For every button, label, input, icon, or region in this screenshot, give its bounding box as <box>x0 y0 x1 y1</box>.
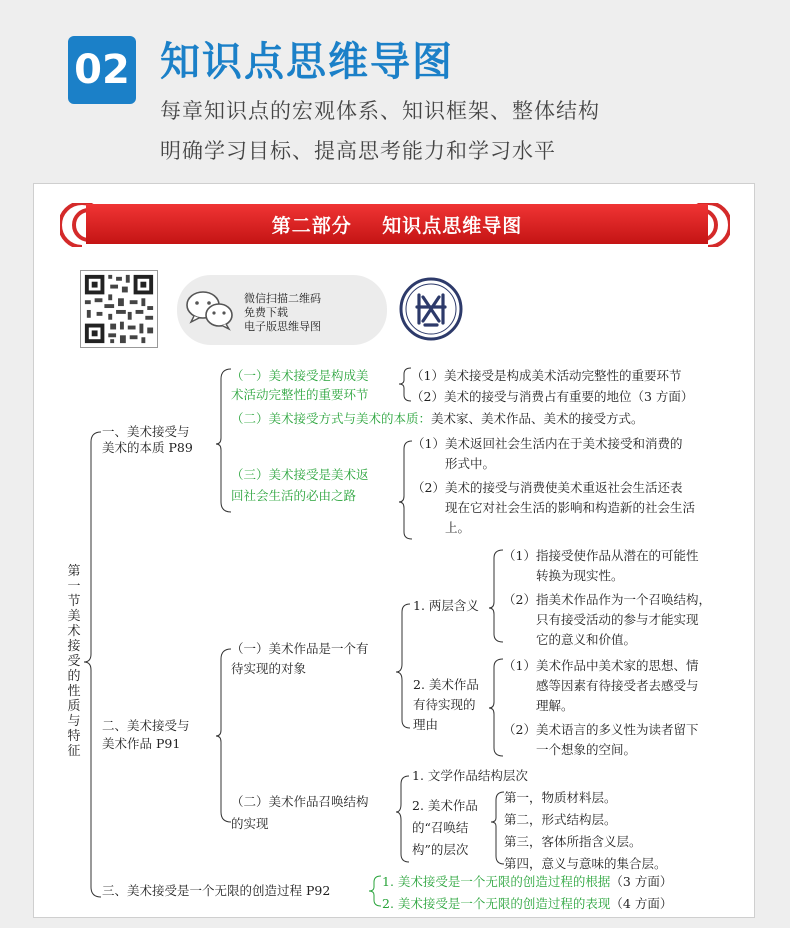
page-title: 知识点思维导图 <box>160 39 454 85</box>
s1-label-1: 一、美术接受与 <box>102 424 190 439</box>
s3-item-2-line <box>382 896 672 912</box>
s3-item-1: 1. 美术接受是一个无限的创造过程的根据 <box>382 874 611 889</box>
s1-label-2: 美术的本质 P89 <box>102 440 193 455</box>
s2-a1-item-2-l2: 只有接受活动的参与才能实现 <box>536 612 699 627</box>
s3-item-1-line <box>382 874 672 890</box>
s1-a-item-1: （1）美术接受是构成美术活动完整性的重要环节 <box>411 368 682 383</box>
section-banner: 第二部分 知识点思维导图 <box>86 204 708 244</box>
s1-c-item-2-l1: （2）美术的接受与消费使美术重返社会生活还表 <box>412 480 683 495</box>
s2-a1-item-1-l1: （1）指接受使作品从潜在的可能性 <box>503 548 699 563</box>
s2-a2-item-1-l1: （1）美术作品中美术家的思想、情 <box>503 658 699 673</box>
s1-c-item-1-l1: （1）美术返回社会生活内在于美术接受和消费的 <box>412 436 683 451</box>
s2-b2-item-1: 第一，物质材料层。 <box>504 790 617 805</box>
s2-label-2: 美术作品 P91 <box>102 736 181 751</box>
scan-text-line-1: 微信扫描二维码 <box>244 292 321 305</box>
s1-c-item-2-l3: 上。 <box>445 520 471 535</box>
s2-a1-item-2-l1: （2）指美术作品作为一个召唤结构， <box>503 592 711 607</box>
s2-a2-item-2-l1: （2）美术语言的多义性为读者留下 <box>503 722 699 737</box>
s2-a1-item-2-l3: 它的意义和价值。 <box>536 632 637 647</box>
s2-b2-item-4: 第四，意义与意味的集合层。 <box>504 856 667 871</box>
s2-b-label-1: （二）美术作品召唤结构 <box>231 794 369 809</box>
s2-a2-label-3: 理由 <box>413 717 439 732</box>
s1-a-label-1: （一）美术接受是构成美 <box>231 368 369 383</box>
scan-text-line-3: 电子版思维导图 <box>244 320 321 333</box>
s1-c-item-2-l2: 现在它对社会生活的影响和构造新的社会生活 <box>445 500 696 515</box>
s2-b2-label-2: 的“召唤结 <box>412 820 469 835</box>
mindmap-page <box>33 183 755 918</box>
s2-b2-label-3: 构”的层次 <box>412 842 469 857</box>
s2-a2-item-1-l2: 感等因素有待接受者去感受与 <box>536 678 699 693</box>
s2-label-1: 二、美术接受与 <box>102 718 190 733</box>
s1-a-item-2: （2）美术的接受与消费占有重要的地位（3 方面） <box>411 389 694 404</box>
s1-c-label-2: 回社会生活的必由之路 <box>231 488 357 503</box>
s2-b1-label: 1. 文学作品结构层次 <box>412 768 528 783</box>
s2-a1-label: 1. 两层含义 <box>413 598 479 613</box>
s2-b2-item-3: 第三，客体所指含义层。 <box>504 834 642 849</box>
s1-a-label-2: 术活动完整性的重要环节 <box>231 387 369 402</box>
s2-a2-item-2-l2: 一个想象的空间。 <box>536 742 637 757</box>
s1-b-label: （二）美术接受方式与美术的本质： <box>231 411 432 426</box>
root-node-label: 第 一 节 美 术 接 受 的 性 质 与 特 征 <box>67 564 81 759</box>
s1-c-label-1: （三）美术接受是美术返 <box>231 467 369 482</box>
s2-a2-label-2: 有待实现的 <box>413 697 476 712</box>
s2-a1-item-1-l2: 转换为现实性。 <box>536 568 624 583</box>
s2-b2-label-1: 2. 美术作品 <box>412 798 478 813</box>
s3-item-1-note: （3 方面） <box>610 874 673 889</box>
s2-a2-item-1-l3: 理解。 <box>536 698 574 713</box>
subtitle-line-1: 每章知识点的宏观体系、知识框架、整体结构 <box>160 99 600 123</box>
s3-item-2-note: （4 方面） <box>610 896 673 911</box>
s2-b2-item-2: 第二，形式结构层。 <box>504 812 617 827</box>
scan-text-line-2: 免费下载 <box>244 306 288 319</box>
subtitle-line-2: 明确学习目标、提高思考能力和学习水平 <box>160 139 556 163</box>
s2-a-label-1: （一）美术作品是一个有 <box>231 641 369 656</box>
s3-label: 三、美术接受是一个无限的创造过程 P92 <box>102 883 331 898</box>
s2-a-label-2: 待实现的对象 <box>231 661 307 676</box>
s3-item-2: 2. 美术接受是一个无限的创造过程的表现 <box>382 896 611 911</box>
s1-c-item-1-l2: 形式中。 <box>445 456 496 471</box>
s1-b-text: 美术家、美术作品、美术的接受方式。 <box>431 411 644 426</box>
s2-b-label-2: 的实现 <box>231 816 269 831</box>
section-number-badge: 02 <box>68 36 136 104</box>
s1-b-line <box>231 411 644 427</box>
s2-a2-label-1: 2. 美术作品 <box>413 677 479 692</box>
